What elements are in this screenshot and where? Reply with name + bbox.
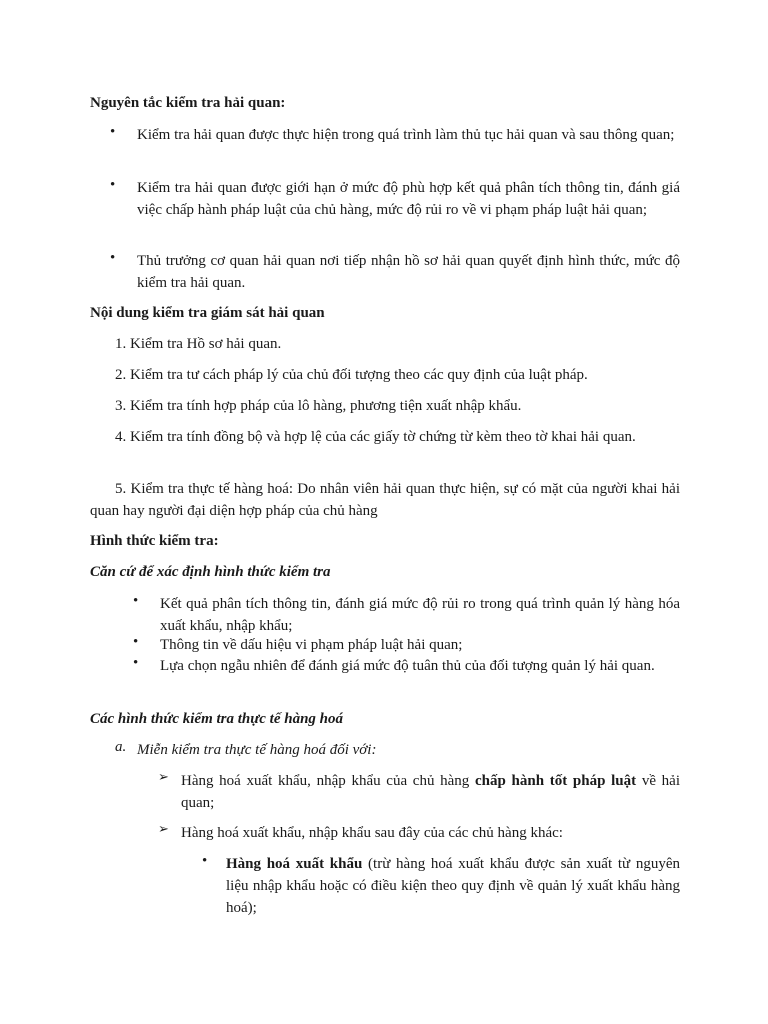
numbered-item-2: 2. Kiểm tra tư cách pháp lý của chủ đối tượng theo các quy định của luật pháp. xyxy=(115,367,588,383)
arrow-item: ➢ Hàng hoá xuất khẩu, nhập khẩu sau đây của các chủ hàng khác: xyxy=(158,822,563,841)
heading-principles: Nguyên tắc kiểm tra hải quan: xyxy=(90,95,286,111)
list-item: • Hàng hoá xuất khẩu (trừ hàng hoá xuất khẩu được sản xuất từ nguyên liệu nhập khẩu hoặc có điều kiện theo quy định về quản lý xuất khẩu hàng hoá); xyxy=(202,853,680,916)
bullet-icon: • xyxy=(133,634,139,650)
bullet-icon: • xyxy=(202,853,208,869)
bullet-icon: • xyxy=(110,124,116,140)
list-item: • Lựa chọn ngẫu nhiên để đánh giá mức độ tuân thủ của đối tượng quản lý hải quan. xyxy=(133,655,655,674)
subheading-physical-inspection: Các hình thức kiểm tra thực tế hàng hoá xyxy=(90,711,344,727)
numbered-item-4: 4. Kiểm tra tính đồng bộ và hợp lệ của các giấy tờ chứng từ kèm theo tờ khai hải quan. xyxy=(115,429,636,445)
bullet-icon: • xyxy=(110,250,116,266)
bullet-icon: • xyxy=(110,177,116,193)
list-item-a: a. Miễn kiểm tra thực tế hàng hoá đối với: xyxy=(115,739,377,758)
bullet-icon: • xyxy=(133,593,139,609)
arrow-bullet-icon: ➢ xyxy=(158,822,169,837)
subheading-basis: Căn cứ để xác định hình thức kiểm tra xyxy=(90,564,331,580)
numbered-item-1: 1. Kiểm tra Hồ sơ hải quan. xyxy=(115,336,282,352)
list-item: • Kết quả phân tích thông tin, đánh giá mức độ rủi ro trong quá trình quản lý hàng hóa xuất khẩu, nhập khẩu; xyxy=(133,593,680,634)
list-item: • Kiểm tra hải quan được thực hiện trong quá trình làm thủ tục hải quan và sau thông quan; xyxy=(110,124,675,143)
list-marker: a. xyxy=(115,739,127,755)
arrow-bullet-icon: ➢ xyxy=(158,770,169,785)
numbered-item-5: 5. Kiểm tra thực tế hàng hoá: Do nhân viên hải quan thực hiện, sự có mặt của người khai hải quan hay người đại diện hợp pháp của chủ hàng xyxy=(90,481,680,519)
list-item: • Thông tin về dấu hiệu vi phạm pháp luật hải quan; xyxy=(133,634,463,653)
list-item: • Kiểm tra hải quan được giới hạn ở mức độ phù hợp kết quả phân tích thông tin, đánh giá việc chấp hành pháp luật của chủ hàng, mức độ rủi ro về vi phạm pháp luật hải quan; xyxy=(110,177,680,218)
list-item: • Thủ trưởng cơ quan hải quan nơi tiếp nhận hồ sơ hải quan quyết định hình thức, mức độ kiểm tra hải quan. xyxy=(110,250,680,291)
arrow-item: ➢ Hàng hoá xuất khẩu, nhập khẩu của chủ hàng chấp hành tốt pháp luật về hải quan; xyxy=(158,770,680,811)
numbered-item-3: 3. Kiểm tra tính hợp pháp của lô hàng, phương tiện xuất nhập khẩu. xyxy=(115,398,522,414)
bullet-icon: • xyxy=(133,655,139,671)
heading-inspection-forms: Hình thức kiểm tra: xyxy=(90,533,219,549)
heading-inspection-content: Nội dung kiểm tra giám sát hải quan xyxy=(90,305,325,321)
